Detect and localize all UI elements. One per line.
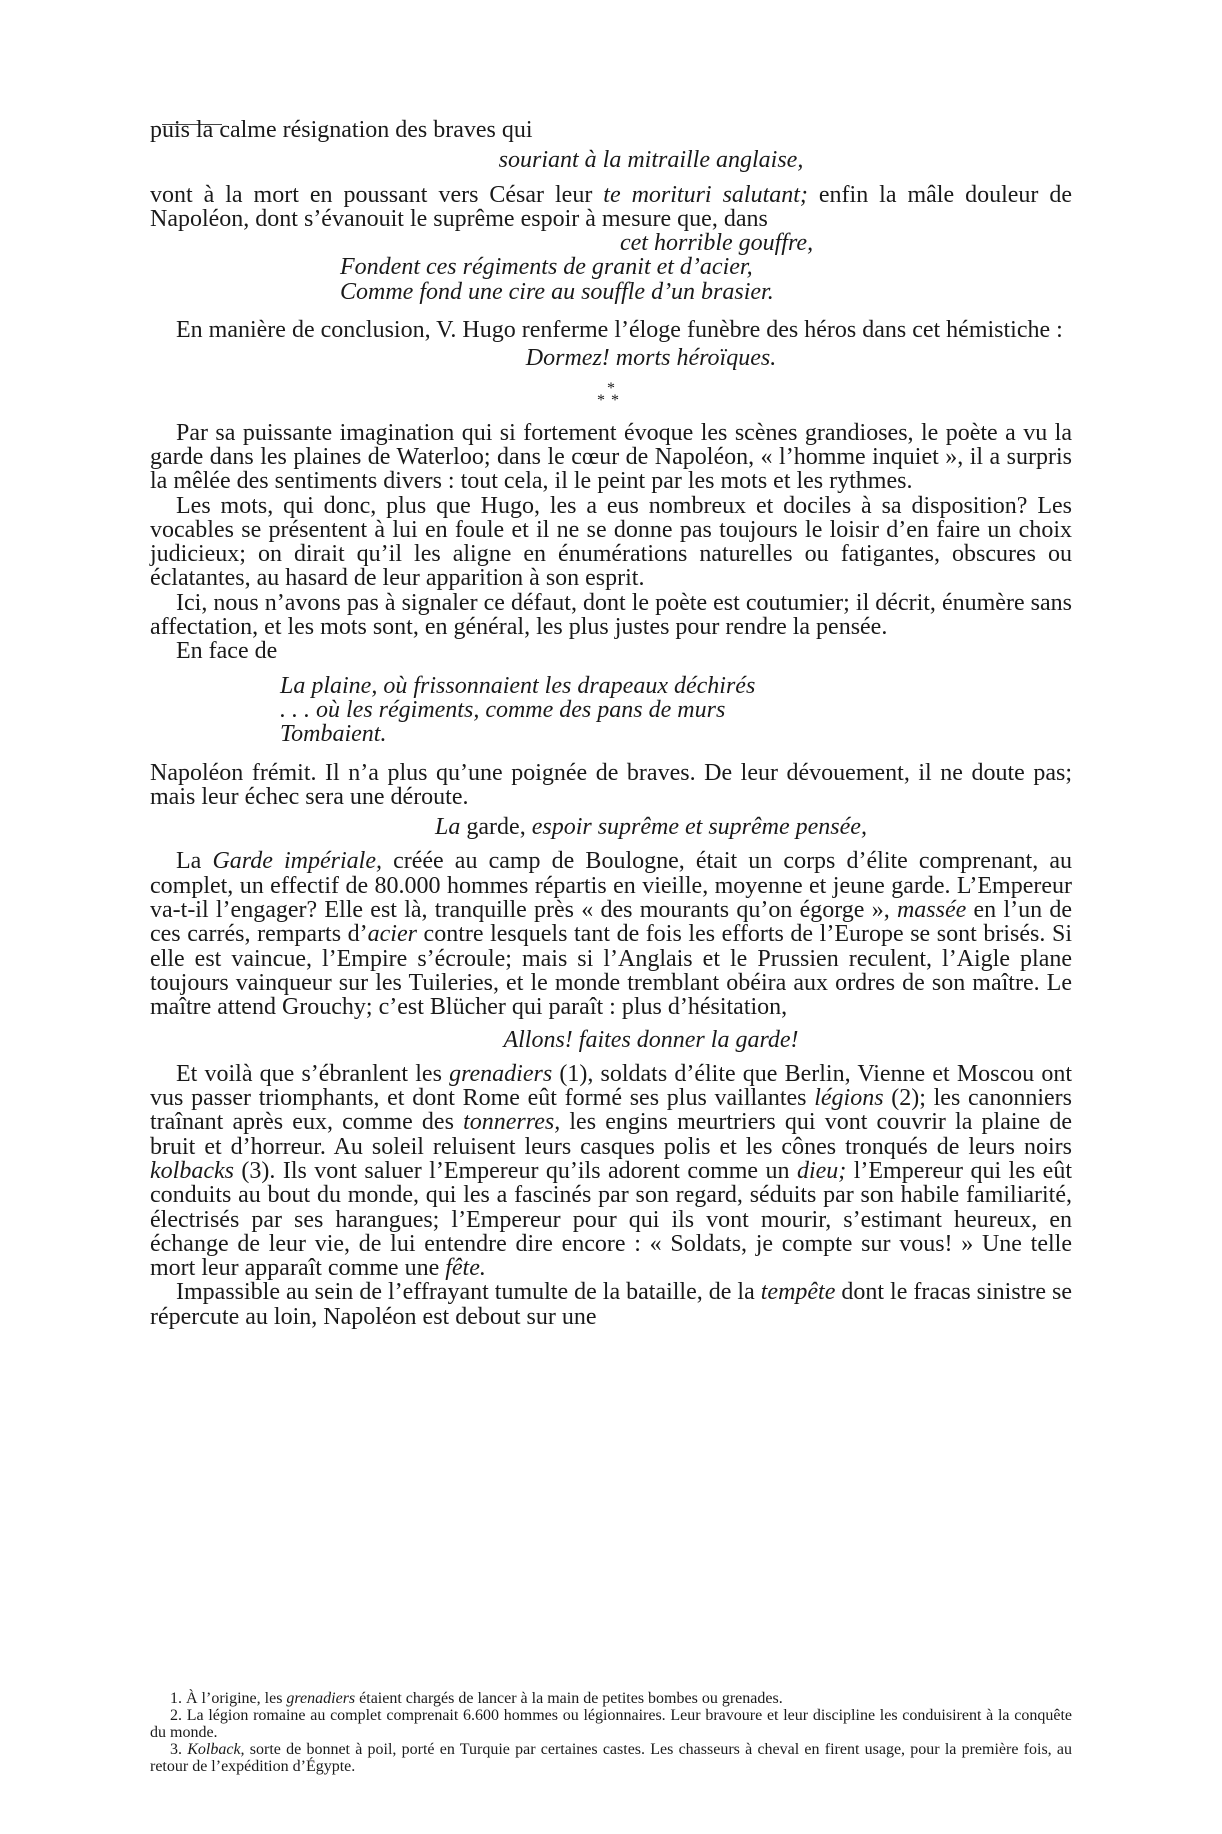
text-em: acier bbox=[367, 921, 417, 948]
section-separator bbox=[150, 379, 1072, 409]
text-span: les engins meurtriers qui vont couvrir la plaine de bruit et d’horreur. Au soleil reluisent leurs casques polis et les cônes tronqués de leurs noirs bbox=[150, 1109, 1072, 1160]
text-em: massée bbox=[896, 897, 967, 924]
text-span: en l’un de ces carrés, remparts d’ bbox=[150, 897, 1073, 948]
paragraph: Par sa puissante imagination qui si fortement évoque les scènes grandioses, le poète a vu la garde dans les plaines de Waterloo; dans le cœur de Napoléon, « l’homme inquiet », il a surpris la mêlée des sentiments divers : tout cela, il le peint par les mots et les rythmes. bbox=[150, 419, 1072, 495]
paragraph bbox=[150, 1062, 1072, 1281]
footnotes bbox=[150, 1690, 1072, 1775]
paragraph: Les mots, qui donc, plus que Hugo, les a eus nombreux et dociles à sa disposition? Les vocables se présentent à lui en foule et il ne se donne pas toujours le loisir d’en faire un choix judicieux; on dirait qu’il les aligne en énumérations naturelles ou fatigantes, obscures ou éclatantes, au hasard de leur apparition à son esprit. bbox=[150, 492, 1072, 592]
main-text bbox=[150, 118, 1072, 1329]
text-em: fête. bbox=[445, 1255, 486, 1282]
verse-line: Dormez! morts héroïques. bbox=[525, 345, 777, 372]
footnote-span: étaient chargés de lancer à la main de petites bombes ou grenades. bbox=[355, 1690, 783, 1707]
footnote-span: 1. À l’origine, les bbox=[170, 1690, 287, 1707]
paragraph: En manière de conclusion, V. Hugo renferme l’éloge funèbre des héros dans cet hémistiche : bbox=[176, 317, 1063, 344]
paragraph bbox=[150, 183, 1072, 232]
verse-line: souriant à la mitraille anglaise, bbox=[498, 147, 804, 174]
text-span: créée au camp de Boulogne, était un corps d’élite comprenant, au complet, un effectif de 80.000 hommes répartis en vieille, moyenne et jeune garde. L’Empereur va-t-il l’engager? Elle est là, tranquille près « des mourants qu’on égorge », bbox=[150, 848, 1072, 924]
separator-stars: ** bbox=[597, 391, 625, 409]
verse-line: . . . où les régiments, comme des pans de murs bbox=[280, 696, 726, 723]
text-em: dieu; bbox=[796, 1157, 847, 1184]
paragraph bbox=[150, 1280, 1072, 1329]
text-span: La bbox=[176, 848, 213, 875]
footnote bbox=[150, 1741, 1072, 1775]
text-span: (2); les canonniers traînant après eux, comme des bbox=[150, 1085, 1072, 1136]
verse-line: La plaine, où frissonnaient les drapeaux déchirés bbox=[280, 672, 756, 699]
verse-span: espoir suprême et suprême pensée, bbox=[531, 814, 867, 841]
text-line: puis la calme résignation des braves qui bbox=[150, 117, 533, 143]
footnote-span: sorte de bonnet à poil, porté en Turquie par certaines castes. Les chasseurs à cheval en firent usage, pour la première fois, au retour de l’expédition d’Égypte. bbox=[150, 1741, 1073, 1775]
footnote-em: grenadiers bbox=[286, 1690, 356, 1707]
text-em: tonnerres, bbox=[463, 1109, 561, 1136]
text-span: enfin la mâle douleur de Napoléon, dont s’évanouit le suprême espoir à mesure que, dans bbox=[150, 181, 1073, 232]
verse-line: cet horrible gouffre, bbox=[620, 230, 814, 257]
text-span: vont à la mort en poussant vers César leur bbox=[150, 181, 604, 208]
footnote bbox=[150, 1690, 1072, 1707]
text-span: l’Empereur qui les eût conduits au bout du monde, qui les a fascinés par son regard, séduits par son habile familiarité, électrisés par ses harangues; l’Empereur pour qui ils vont mourir, s’estimant heureux, en échange de leur vie, de lui entendre dire encore : « Soldats, je compte sur vous! » Une telle mort leur apparaît comme une bbox=[150, 1157, 1072, 1282]
text-span: dont le fracas sinistre se répercute au loin, Napoléon est debout sur une bbox=[150, 1279, 1072, 1330]
paragraph: En face de bbox=[176, 638, 278, 665]
paragraph bbox=[150, 849, 1072, 1019]
paragraph: Ici, nous n’avons pas à signaler ce défaut, dont le poète est coutumier; il décrit, énumère sans affectation, et les mots sont, en général, les plus justes pour rendre la pensée. bbox=[150, 589, 1072, 641]
paragraph bbox=[150, 118, 1072, 142]
text-span: contre lesquels tant de fois les efforts de l’Europe se sont brisés. Si elle est vaincue, l’Empire s’écroule; mais si l’Anglais et le Prussien reculent, l’Aigle plane toujours vainqueur sur les Tuileries, et le monde tremblant obéira aux ordres de son maître. Le maître attend Grouchy; c’est Blücher qui paraît : plus d’hésitation, bbox=[150, 921, 1072, 1021]
verse-line: Comme fond une cire au souffle d’un brasier. bbox=[340, 278, 774, 305]
paragraph: Napoléon frémit. Il n’a plus qu’une poignée de braves. De leur dévouement, il ne doute pas; mais leur échec sera une déroute. bbox=[150, 759, 1072, 810]
text-span: Impassible au sein de l’effrayant tumulte de la bataille, de la bbox=[176, 1279, 761, 1306]
text-em: tempête bbox=[760, 1279, 836, 1306]
verse-line bbox=[150, 815, 1072, 839]
latin-quote: te morituri salutant; bbox=[603, 181, 808, 208]
text-span: (3). Ils vont saluer l’Empereur qu’ils adorent comme un bbox=[233, 1157, 797, 1184]
verse-line: Tombaient. bbox=[280, 721, 387, 748]
footnote-em: Kolback, bbox=[187, 1741, 245, 1758]
verse-span: garde, bbox=[460, 814, 532, 841]
text-em: Garde impériale, bbox=[212, 848, 382, 875]
text-span: (1), soldats d’élite que Berlin, Vienne et Moscou ont vus passer triomphants, et dont Rome eût formé ses plus vaillantes bbox=[150, 1060, 1073, 1112]
footnote: 2. La légion romaine au complet comprenait 6.600 hommes ou légionnaires. Leur bravoure et leur discipline les conduisirent à la conquête du monde. bbox=[150, 1707, 1072, 1741]
verse-line: Allons! faites donner la garde! bbox=[503, 1026, 799, 1053]
verse-span: La bbox=[435, 814, 461, 841]
text-em: kolbacks bbox=[150, 1157, 234, 1184]
verse-line: Fondent ces régiments de granit et d’acier, bbox=[340, 254, 753, 281]
text-em: légions bbox=[814, 1085, 884, 1112]
text-em: grenadiers bbox=[449, 1060, 553, 1087]
text-span: Et voilà que s’ébranlent les bbox=[176, 1060, 450, 1087]
separator-star: * bbox=[607, 379, 615, 397]
footnote-span: 3. bbox=[170, 1741, 188, 1758]
